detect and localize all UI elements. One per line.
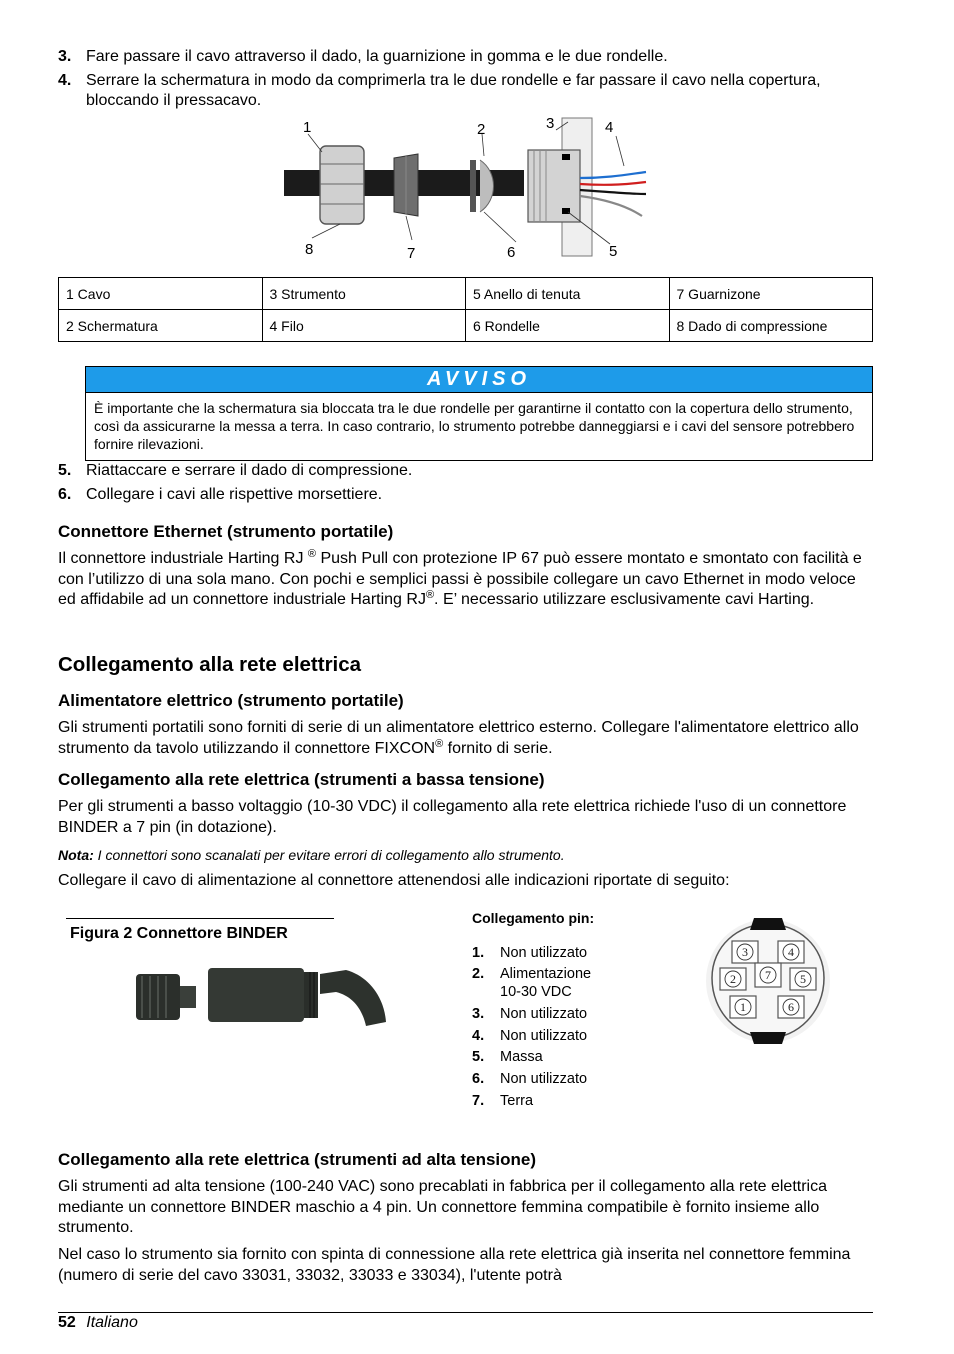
step-number: 4. xyxy=(58,72,72,89)
step-text: Serrare la schermatura in modo da comprimerla tra le due rondelle e far passare il cavo nella copertura, bloccando il pressacavo. xyxy=(86,72,821,109)
table-cell: 2 Schermatura xyxy=(59,310,263,342)
pin-description: Non utilizzato xyxy=(500,1006,588,1022)
pin-label: 4 xyxy=(788,945,794,959)
callout-2: 2 xyxy=(477,121,486,138)
callout-5: 5 xyxy=(609,243,618,260)
gasket xyxy=(394,154,418,216)
text-run: fornito di serie. xyxy=(443,739,553,757)
pin-description: Non utilizzato xyxy=(500,1071,588,1087)
pin-number: 5. xyxy=(472,1049,485,1065)
note-label: Nota: xyxy=(58,847,94,863)
pin-number: 2. xyxy=(472,966,485,982)
bassa-tensione-paragraph: Per gli strumenti a basso voltaggio (10-30 VDC) il collegamento alla rete elettrica richiede l'uso di un connettore BINDER a 7 pin (in dotazione). xyxy=(58,798,847,836)
registered-mark: ® xyxy=(425,589,435,601)
figure-legend-table xyxy=(58,277,873,342)
table-cell: 4 Filo xyxy=(262,310,466,342)
table-cell: 1 Cavo xyxy=(59,278,263,310)
alimentatore-heading: Alimentatore elettrico (strumento portatile) xyxy=(58,691,404,710)
pin-number: 1. xyxy=(472,945,485,961)
bassa-tensione-heading: Collegamento alla rete elettrica (strumenti a bassa tensione) xyxy=(58,770,545,789)
step-6 xyxy=(58,485,873,505)
step-number: 5. xyxy=(58,462,72,479)
alta-tensione-heading: Collegamento alla rete elettrica (strumenti ad alta tensione) xyxy=(58,1150,537,1169)
step-4 xyxy=(58,71,873,111)
section-heading: Collegamento alla rete elettrica xyxy=(58,653,362,676)
pin-label: 1 xyxy=(740,1000,746,1014)
table-cell: 7 Guarnizone xyxy=(669,278,873,310)
step-text: Collegare i cavi alle rispettive morsettiere. xyxy=(86,486,383,503)
callout-1: 1 xyxy=(303,119,312,136)
callout-8: 8 xyxy=(305,241,314,258)
note-text: I connettori sono scanalati per evitare errori di collegamento allo strumento. xyxy=(93,847,565,863)
callout-4: 4 xyxy=(605,119,614,136)
pin-number: 3. xyxy=(472,1006,485,1022)
pin-number: 4. xyxy=(472,1028,485,1044)
washer xyxy=(470,160,476,212)
pin-description: Terra xyxy=(500,1093,534,1109)
pin-number: 7. xyxy=(472,1093,485,1109)
gland-body xyxy=(528,150,580,222)
sealing-ring xyxy=(480,160,494,212)
instruction-paragraph: Collegare il cavo di alimentazione al connettore attenendosi alle indicazioni riportate di seguito: xyxy=(58,872,730,889)
pin-description: Massa xyxy=(500,1049,543,1065)
step-text: Fare passare il cavo attraverso il dado, la guarnizione in gomma e le due rondelle. xyxy=(86,48,668,65)
registered-mark: ® xyxy=(307,548,317,560)
binder-connector-image xyxy=(132,962,388,1030)
notice-text: È importante che la schermatura sia bloccata tra le due rondelle per garantirne il contatto con la copertura dello strumento, così da assicurarne la messa a terra. In caso contrario, lo strumento potrebbe danneggiarsi e i cavi del sensore potrebbero fornire rilevazioni. xyxy=(94,400,855,452)
table-cell: 6 Rondelle xyxy=(466,310,670,342)
callout-6: 6 xyxy=(507,244,516,261)
pin-label: 2 xyxy=(730,972,736,986)
callout-7: 7 xyxy=(407,245,416,262)
page-number: 52 xyxy=(58,1314,76,1331)
text-run: Gli strumenti portatili sono forniti di serie di un alimentatore elettrico esterno. Collegare l'alimentatore elettrico allo strumento da tavolo utilizzando il connettore FIXCON xyxy=(58,719,859,757)
notice-box xyxy=(85,366,873,461)
footer-rule xyxy=(58,1312,873,1313)
ethernet-heading: Connettore Ethernet (strumento portatile) xyxy=(58,522,394,541)
table-cell: 5 Anello di tenuta xyxy=(466,278,670,310)
pin-number: 6. xyxy=(472,1071,485,1087)
alimentatore-paragraph xyxy=(58,718,873,759)
ethernet-paragraph xyxy=(58,549,873,611)
footer xyxy=(58,1313,138,1333)
footer-language: Italiano xyxy=(86,1314,138,1331)
table-cell: 3 Strumento xyxy=(262,278,466,310)
table-cell: 8 Dado di compressione xyxy=(669,310,873,342)
alta-tensione-paragraph-2: Nel caso lo strumento sia fornito con spinta di connessione alla rete elettrica già inserita nel connettore femmina (numero di serie del cavo 33031, 33032, 33033 e 33034), l'utente potrà xyxy=(58,1246,851,1284)
text-run: Il connettore industriale Harting RJ xyxy=(58,550,308,567)
step-text: Riattaccare e serrare il dado di compressione. xyxy=(86,462,413,479)
pin-label: 7 xyxy=(765,968,771,982)
pin-label: 5 xyxy=(800,972,806,986)
alta-tensione-paragraph: Gli strumenti ad alta tensione (100-240 VAC) sono precablati in fabbrica per il collegamento alla rete elettrica mediante un connettore BINDER maschio a 4 pin. Un connettore femmina compatibile è fornito insieme allo strumento. xyxy=(58,1178,827,1236)
pin-label: 3 xyxy=(742,945,748,959)
compression-nut xyxy=(320,146,364,224)
table-row xyxy=(59,310,873,342)
text-run: Push Pull con protezione IP 67 può essere montato e smontato con facilità e con l’utilizzo di una sola mano. Con pochi e semplici passi è possibile collegare un cavo Ethernet in modo veloce ed affidabile ad un connettore industriale Harting RJ xyxy=(58,550,862,608)
pin-description: Alimentazione 10-30 VDC xyxy=(500,966,592,1000)
table-row xyxy=(59,278,873,310)
registered-mark: ® xyxy=(435,737,444,750)
step-number: 6. xyxy=(58,486,72,503)
step-3 xyxy=(58,47,873,67)
note xyxy=(58,845,873,866)
cable-gland-figure xyxy=(270,112,670,264)
step-number: 3. xyxy=(58,48,72,65)
callout-3: 3 xyxy=(546,115,555,132)
pin-label: 6 xyxy=(788,1000,794,1014)
notice-heading: AVVISO xyxy=(86,367,872,393)
pin-description: Non utilizzato xyxy=(500,1028,588,1044)
pin-description: Non utilizzato xyxy=(500,945,588,961)
binder-pin-diagram xyxy=(702,916,834,1046)
step-5 xyxy=(58,461,873,481)
pin-list-title: Collegamento pin: xyxy=(472,910,595,926)
figure-caption: Figura 2 Connettore BINDER xyxy=(66,918,334,943)
text-run: . E’ necessario utilizzare esclusivamente cavi Harting. xyxy=(434,591,815,608)
